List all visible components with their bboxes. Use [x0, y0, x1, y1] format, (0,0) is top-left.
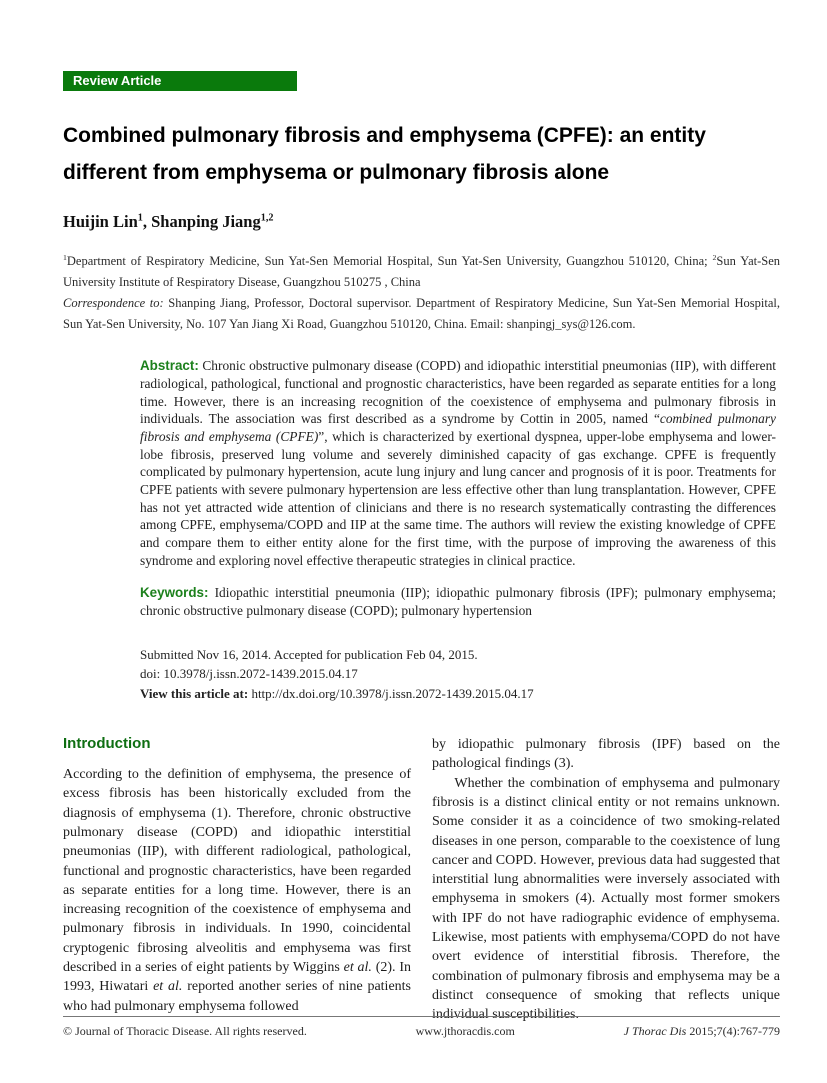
affiliation-2: Sun Yat-Sen University Institute of Respiratory Disease, Guangzhou 510275 , China [63, 254, 780, 290]
intro-text: According to the definition of emphysema, the presence of excess fibrosis has been historically excluded from the diagnosis of emphysema (1). Therefore, chronic obstructive pulmonary disease (COPD) and idiopathic interstitial pneumonias (IIP), with different radiological, pathological, functional and prognostic characteristics, have been regarded as separate entities for a long time. However, there is an increasing recognition of the coexistence of emphysema and pulmonary fibrosis in individuals. In 1990, coincidental cryptogenic fibrosing alveolitis and emphysema was first described in a series of eight patients by Wiggins [63, 767, 411, 976]
footer-website: www.jthoracdis.com [415, 1024, 515, 1038]
footer-citation-rest: 2015;7(4):767-779 [689, 1024, 780, 1038]
review-article-badge: Review Article [63, 71, 297, 91]
view-article-label: View this article at: [140, 685, 249, 701]
author-affiliation-marker: 1,2 [260, 212, 274, 224]
two-column-body [63, 735, 780, 1024]
abstract-text-1: Chronic obstructive pulmonary disease (COPD) and idiopathic interstitial pneumonias (IIP), with different radiological, pathological, functional and prognostic characteristics, have been regarded as separate entities for a long time. However, there is an increasing recognition of the coexistence of emphysema and pulmonary fibrosis in individuals. The association was first described as a syndrome by Cottin in 2005, named “ [140, 358, 776, 427]
correspondence-text: Shanping Jiang, Professor, Doctoral supervisor. Department of Respiratory Medicine, Sun Yat-Sen Memorial Hospital, Sun Yat-Sen University, No. 107 Yan Jiang Xi Road, Guangzhou 510120, China. Email: shanpingj_sys@126.com. [63, 296, 781, 332]
author-separator: , [142, 212, 152, 231]
introduction-paragraph-2: Whether the combination of emphysema and pulmonary fibrosis is a distinct clinical entity or not remains unknown. Some consider it as a coincidence of two smoking-related diseases in one person, comparable to the coexistence of lung cancer and COPD. However, previous data had suggested that interstitial lung abnormalities were inversely associated with emphysema in smokers (4). Actually most former smokers with IPF do not have radiographic evidence of emphysema. Likewise, most patients with emphysema/COPD do not have overt evidence of interstitial fibrosis. Therefore, the combination of pulmonary fibrosis and emphysema may be a distinct consequence of smoking that reflects unique individual susceptibilities. [432, 775, 780, 1023]
affiliation-marker: 1 [63, 253, 67, 262]
keywords-text: Idiopathic interstitial pneumonia (IIP); idiopathic pulmonary fibrosis (IPF); pulmonary emphysema; chronic obstructive pulmonary disease (COPD); pulmonary hypertension [140, 584, 776, 619]
article-meta [140, 645, 780, 704]
doi: doi: 10.3978/j.issn.2072-1439.2015.04.17 [140, 666, 358, 682]
affiliations-block [63, 247, 780, 335]
abstract-italic-phrase: combined pulmonary fibrosis and emphysema (CPFE) [140, 411, 776, 444]
keywords [140, 584, 776, 621]
footer-copyright: © Journal of Thoracic Disease. All rights reserved. [63, 1024, 307, 1038]
footer-citation-journal: J Thorac Dis [623, 1024, 690, 1038]
author-name: Shanping Jiang [151, 212, 261, 231]
footer-citation [624, 1024, 780, 1039]
left-column [63, 735, 411, 1024]
author-list [63, 212, 780, 232]
submission-dates: Submitted Nov 16, 2014. Accepted for publication Feb 04, 2015. [140, 646, 478, 662]
introduction-paragraph-continued: by idiopathic pulmonary fibrosis (IPF) based on the pathological findings (3). [432, 737, 780, 772]
affiliations [63, 247, 780, 293]
right-column [432, 735, 780, 1024]
intro-text: (2). In 1993, Hiwatari [63, 960, 411, 995]
abstract-label: Abstract: [140, 358, 199, 374]
introduction-paragraph-left [63, 765, 411, 1016]
abstract [140, 357, 776, 569]
article-title-line1: Combined pulmonary fibrosis and emphysema (CPFE): an entity [63, 124, 706, 147]
view-article-line [140, 684, 780, 704]
introduction-heading: Introduction [63, 735, 151, 753]
article-title-line2: different from emphysema or pulmonary fibrosis alone [63, 161, 610, 184]
abstract-text-2: ”, which is characterized by exertional dyspnea, upper-lobe emphysema and lower-lobe fibrosis, preserved lung volume and severely diminished capacity of gas exchange. CPFE is frequently complicated by pulmonary hypertension, acute lung injury and lung cancer and prognosis of it is poor. Treatments for CPFE patients with severe pulmonary hypertension are less effective other than lung transplantation. However, CPFE has not yet attracted wide attention of clinicians and there is no research systematically contrasting the differences among CPFE, emphysema/COPD and IIP at the same time. The authors will review the existing knowledge of CPFE and compare them to either entity alone for the first time, with the purpose of improving the awareness of this syndrome and exploring novel effective therapeutic strategies in clinical practice. [140, 428, 776, 568]
correspondence [63, 293, 780, 335]
et-al-italic: et al. [153, 979, 183, 995]
affiliation-marker: 2 [712, 253, 717, 262]
article-title [63, 117, 780, 191]
et-al-italic: et al. [343, 960, 372, 976]
intro-text: reported another series of nine patients who had pulmonary emphysema followed [63, 979, 412, 1014]
correspondence-label: Correspondence to: [63, 296, 164, 311]
view-article-url: http://dx.doi.org/10.3978/j.issn.2072-1439.2015.04.17 [248, 685, 534, 701]
author-name: Huijin Lin [63, 212, 138, 231]
keywords-label: Keywords: [140, 584, 209, 600]
author-affiliation-marker: 1 [137, 212, 143, 224]
affiliation-1: Department of Respiratory Medicine, Sun Yat-Sen Memorial Hospital, Sun Yat-Sen University, Guangzhou 510120, China; [66, 254, 713, 269]
page-footer [63, 1016, 780, 1039]
